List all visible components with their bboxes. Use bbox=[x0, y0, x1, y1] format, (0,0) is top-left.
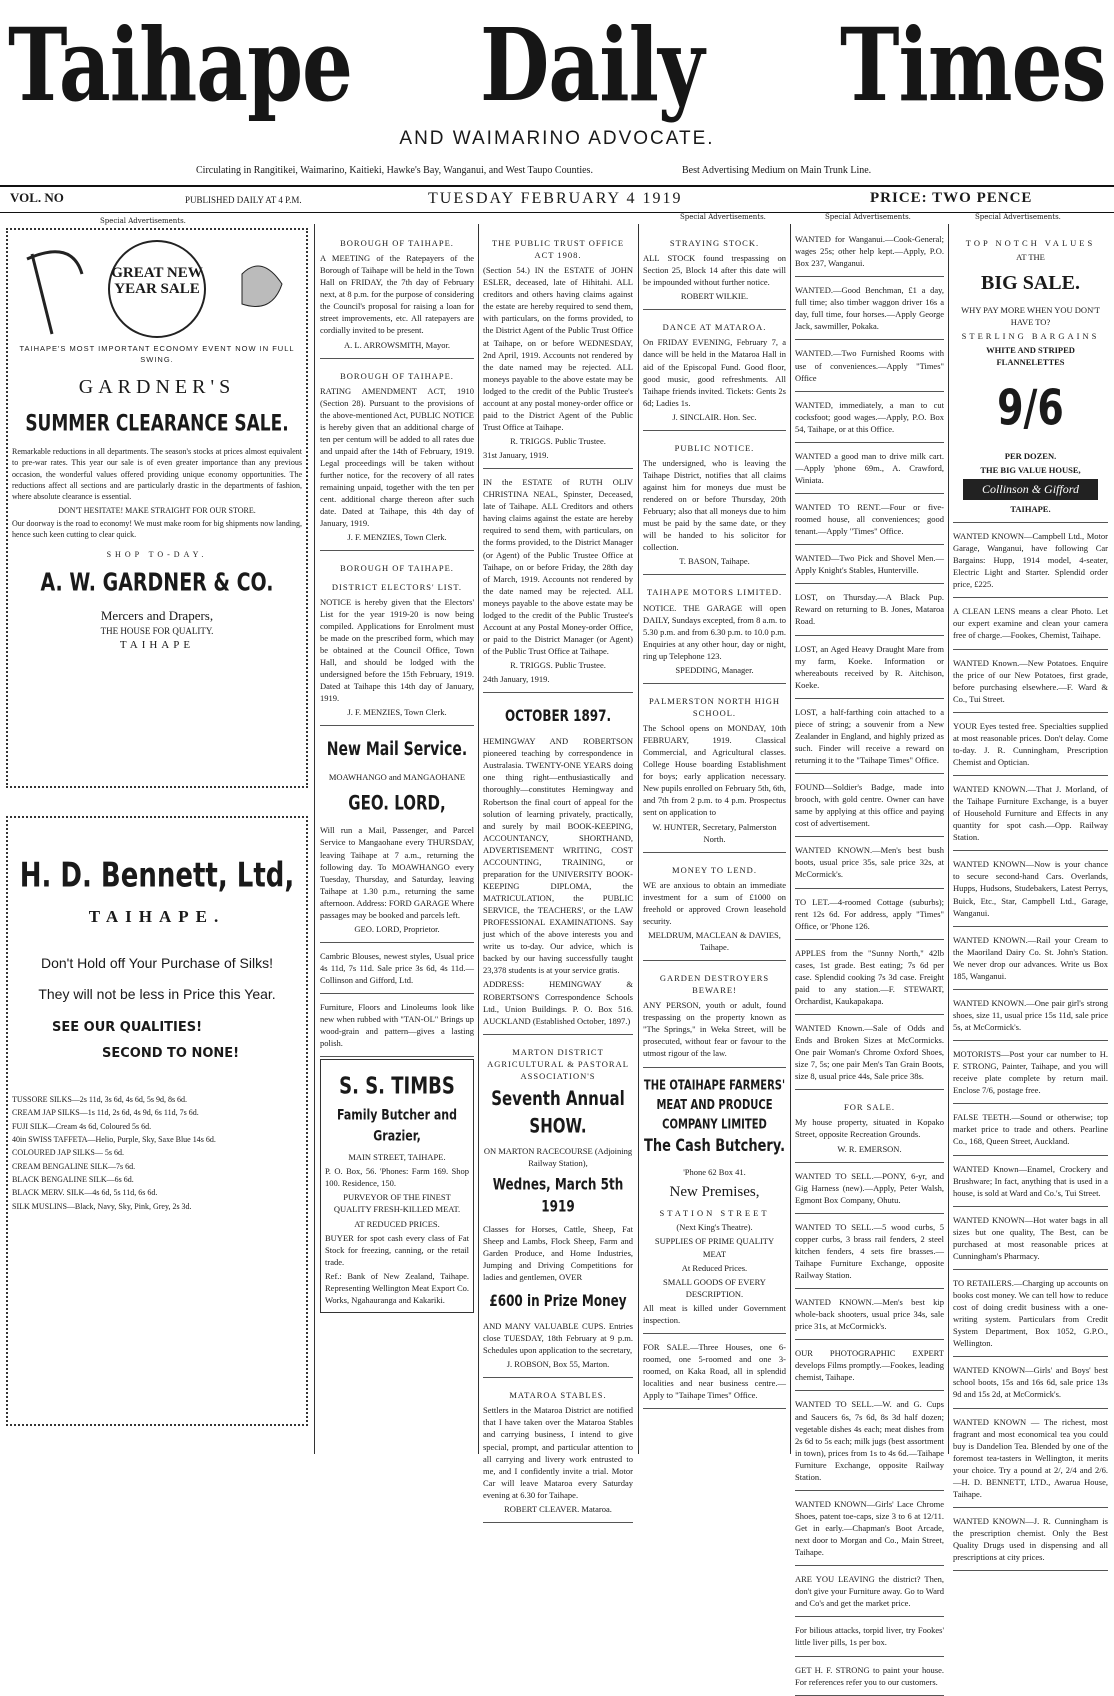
masthead-word-daily: Daily bbox=[480, 6, 704, 124]
special-ads-label-3: Special Advertisements. bbox=[825, 213, 911, 221]
classified-ad bbox=[953, 1359, 1108, 1408]
list-item: WANTED for Wanganui.—Cook-General; wages 25s; other help kept.—Apply, P.O. Box 237, Wanganui. bbox=[795, 234, 944, 269]
list-item: WANTED Known.—Sale of Odds and Ends and Broken Sizes at McCormicks. One pair Woman's Chrome Oxford Shoes, size 7, 5s; one pair Men's Tan Grain Boots, size 8, usual price 44s, Sale price 38s. bbox=[795, 1023, 944, 1082]
ad-electors-list bbox=[320, 553, 474, 726]
bennett-town: TAIHAPE. bbox=[88, 906, 226, 926]
heading: MONEY TO LEND. bbox=[672, 864, 757, 875]
column-rule bbox=[790, 224, 791, 1454]
body-text: My house property, situated in Kopako Street, opposite Recreation Grounds. bbox=[795, 1117, 944, 1140]
price-figure: 9/6 bbox=[997, 378, 1064, 437]
list-item: WANTED KNOWN—J. R. Cunningham is the prescription chemist. Only the Best Quality Drugs used in dispensing and all prescriptions at city prices. bbox=[953, 1515, 1108, 1563]
classified-ad bbox=[795, 1659, 944, 1696]
list-item: WANTED KNOWN.—One pair girl's strong shoes, size 11, usual price 15s 11d, sale price 5s, at McCormick's. bbox=[953, 997, 1108, 1032]
classified-ad bbox=[795, 1291, 944, 1340]
list-item: CREAM JAP SILKS—1s 11d, 2s 6d, 4s 9d, 6s 11d, 7s 6d. bbox=[12, 1108, 199, 1118]
body-text: HEMINGWAY AND ROBERTSON pioneered teaching by correspondence in Australasia. TWENTY-ONE YEARS doing one thing right—enthusiastically and thoroughly—constitutes Hemingway and Robertson the final court of appeal for the solution of learning privately, practically, and surely by mail BOOK-KEEPING, ACCOUNTANCY, SHORTHAND, ADVERTISEMENT WRITING, COST ACCOUNTING, TRAINING, or preparation for the UNIVERSITY BOOK-KEEPING DIPLOMA, the MATRICULATION, the PUBLIC SERVICE, the TEACHERS', or the LAW PROFESSIONAL EXAMINATIONS. Say just which of the above interests you and write us to-day. Our advice, which is backed by our having successfully taught 23,378 students is at your service gratis. bbox=[483, 736, 633, 976]
list-item: WANTED—Two Pick and Shovel Men.—Apply Knight's Stables, Hunterville. bbox=[795, 553, 944, 576]
body-text: RATING AMENDMENT ACT, 1910 (Section 28). Pursuant to the provisions of the above-mentioned Act, PUBLIC NOTICE is hereby given that an additional charge of ten per centum will be added to all rates due and unpaid after the 14th of February, 1919. Legal proceedings will be taken without further notice, for the recovery of all rates remaining unpaid, together with the ten per cent. additional charge thereon after such date. Dated at Taihape, this 4th day of January, 1919. bbox=[320, 385, 474, 529]
classified-ad bbox=[795, 547, 944, 584]
list-item: ARE YOU LEAVING the district? Then, don't give your Furniture away. Go to Ward and Co's and get the market price. bbox=[795, 1574, 944, 1609]
classified-ad bbox=[795, 228, 944, 277]
list-item: WANTED.—Good Benchman, £1 a day, full time; also timber waggon driver 16s a day, full time, four horses.—Apply George Jack, sawmiller, Pokaka. bbox=[795, 285, 944, 332]
town: TAIHAPE. bbox=[1010, 503, 1051, 514]
classified-ad bbox=[795, 638, 944, 699]
collinson-logo: Collinson & Gifford bbox=[963, 479, 1098, 500]
mercers-drapers: Mercers and Drapers, bbox=[100, 608, 214, 623]
signature: W. R. EMERSON. bbox=[837, 1143, 902, 1154]
heading: S. S. TIMBS bbox=[339, 1073, 455, 1101]
classified-ad bbox=[795, 701, 944, 774]
list-item: APPLES from the "Sunny North," 42lb cases, 1st grade. Best eating; 7s 6d per case. Splendid cooking 7s 3d case. Freight paid to any station.—F. STEWART, Orchardist, Kaukapakapa. bbox=[795, 947, 944, 1006]
masthead bbox=[0, 0, 1114, 220]
body-text: THE BIG VALUE HOUSE, bbox=[980, 464, 1081, 475]
list-item: WANTED KNOWN.—That J. Morland, of the Taihape Furniture Exchange, is a buyer of Household Furniture and Effects in any quantity for spot cash.—Opp. Railway Station. bbox=[953, 784, 1108, 843]
list-item: FALSE TEETH.—Sound or otherwise; top market price to trade and others. Pearline Co., 168, Queen Street, Auckland. bbox=[953, 1112, 1108, 1147]
list-item: WANTED KNOWN—Campbell Ltd., Motor Garage, Wanganui, have following Car Bargains: Hupp, 1914 model, 4-seater, Electric Light and Starter. Splendid order price, £225. bbox=[953, 531, 1108, 590]
classified-ad bbox=[795, 839, 944, 888]
date: 24th January, 1919. bbox=[483, 674, 550, 685]
heading: BOROUGH OF TAIHAPE. bbox=[340, 238, 454, 248]
column-1 bbox=[6, 228, 308, 1452]
published-note: PUBLISHED DAILY AT 4 P.M. bbox=[185, 195, 302, 205]
list-item: WANTED KNOWN — The richest, most fragrant and most economical tea you could buy is Dandelion Tea. Blended by one of the foremost tea-tasters in Wellington, it merits your choice. Try a pound at 2/, 2/4 and 2/6.—H. D. BENNETT, LTD., Awarua House, Taihape. bbox=[953, 1416, 1108, 1499]
ad-marton-show bbox=[483, 1037, 633, 1379]
list-item: FUJI SILK—Cream 4s 6d, Coloured 5s 6d. bbox=[12, 1121, 152, 1131]
heading: TAIHAPE MOTORS LIMITED. bbox=[646, 587, 783, 598]
column-2 bbox=[320, 228, 474, 1452]
body-text: IN the ESTATE of RUTH OLIV CHRISTINA NEAL, Spinster, Deceased, late of Taihape. ALL Creditors and others having claims against the estate are hereby required to send them, with particulars, on the forms provided, to the District Manager (or Agent) of the Public Trustee Office at Taihape, on or before Friday, the 28th day of March, 1919. Accounts not rendered by the date named may be rejected. ALL moneys payable to the above estate may be lodged to the credit of the Public Trustee's Account at any Postal Money-order Office, or paid to the District Manager (or Agent) of the Public Trust Office at Taihape. bbox=[483, 477, 633, 656]
column-rule bbox=[314, 224, 315, 1454]
list-item: For bilious attacks, torpid liver, try Fookes' little liver pills, 1s per box. bbox=[795, 1625, 944, 1648]
list-item: GET H. F. STRONG to paint your house. For references refer you to our customers. bbox=[795, 1664, 944, 1687]
ad-mataroa-stables bbox=[483, 1380, 633, 1523]
signature: R. TRIGGS. Public Trustee. bbox=[510, 436, 606, 446]
classified-ad bbox=[795, 1568, 944, 1617]
address: STATION STREET bbox=[659, 1208, 770, 1219]
classified-ad bbox=[795, 1017, 944, 1090]
classified-ad bbox=[795, 776, 944, 837]
classified-ad bbox=[795, 586, 944, 635]
classified-ad bbox=[953, 652, 1108, 713]
ad-cash-butchery bbox=[643, 1070, 786, 1334]
body-text: The undersigned, who is leaving the Taihape District, notifies that all claims against him for moneys due must be rendered on or before Thursday, 20th February; also that all moneys due to him must be paid by the same date, or they will be handed to his solicitor for collection. bbox=[643, 457, 786, 553]
economy-event: TAIHAPE'S MOST IMPORTANT ECONOMY EVENT NOW IN FULL SWING. bbox=[19, 344, 295, 364]
list-item: TUSSORE SILKS—2s 11d, 3s 6d, 4s 6d, 5s 9d, 8s 6d. bbox=[12, 1094, 188, 1104]
ad-collinson-gifford bbox=[953, 228, 1108, 523]
column-rule bbox=[948, 224, 949, 1454]
body-text: AT THE bbox=[1016, 252, 1045, 263]
ad-for-sale-houses bbox=[643, 1336, 786, 1409]
heading: THE OTAIHAPE FARMERS' MEAT AND PRODUCE COMPANY LIMITED bbox=[643, 1078, 786, 1132]
body-text: AT REDUCED PRICES. bbox=[354, 1218, 440, 1229]
sale-illustration bbox=[12, 234, 302, 344]
body-text: All meat is killed under Government inspection. bbox=[643, 1302, 786, 1325]
body-text: Will run a Mail, Passenger, and Parcel Service to Mangaohane every THURSDAY, leaving Taihape at 7 a.m., returning the following day. To MOAWHANGO every Tuesday, Thursday, and Saturday, leaving Taihape at 1.30 p.m., returning the same afternoon. Address: FORD GARAGE Where passages may be booked and parcels left. bbox=[320, 825, 474, 920]
signature: ROBERT WILKIE. bbox=[680, 291, 749, 302]
heading: GARDEN DESTROYERS BEWARE! bbox=[659, 973, 770, 996]
gardner-body: Remarkable reductions in all departments. The season's stocks at prices almost equivalent to pre-war rates. This year our sale is of even greater importance than any previous occasion, the wonderful values offered providing unique economy opportunities. The reductions affect all sections and are particularly drastic in the departments of fashion, where absolute clearance is essential. bbox=[12, 446, 302, 502]
classified-ad bbox=[795, 496, 944, 545]
column-3 bbox=[483, 228, 633, 1514]
signature: MELDRUM, MACLEAN & DAVIES, Taihape. bbox=[648, 929, 781, 952]
list-item: CREAM BENGALINE SILK—7s 6d. bbox=[12, 1161, 136, 1171]
body-text: (Section 54.) IN the ESTATE of JOHN ESLER, deceased, late of Hihitahi. ALL creditors and others having claims against the estate are hereby required to send them, with particulars, on the forms provided, to the District Agent of the Public Trust Office at Taihape, on or before WEDNESDAY, 2nd April, 1919. Accounts not rendered by the date named may be rejected. ALL moneys payable to the above estate may be lodged to the credit of the Public Trustee's account at any postal money-order office or paid to the District Agent of the Public Trust Office at Taihape. bbox=[483, 265, 633, 432]
ad-high-school bbox=[643, 686, 786, 853]
ad-neal-estate bbox=[483, 471, 633, 693]
cash-butchery: The Cash Butchery. bbox=[643, 1136, 786, 1156]
body-text: Settlers in the Mataroa District are notified that I have taken over the Mataroa Stables and carrying business, I intend to give special, prompt, and particular attention to all carrying and livery work entrusted to me, and I confidently invite a trial. Motor Car will leave Mataroa every Saturday evening at 6.30 for Taihape. bbox=[483, 1405, 633, 1500]
heading: STRAYING STOCK. bbox=[669, 238, 760, 248]
show-date: Wednes, March 5th 1919 bbox=[492, 1174, 624, 1216]
signature: W. HUNTER, Secretary, Palmerston North. bbox=[652, 821, 777, 844]
classified-ad bbox=[953, 853, 1108, 926]
body-text: SMALL GOODS OF EVERY DESCRIPTION. bbox=[663, 1276, 766, 1299]
dateline-rule bbox=[0, 212, 1114, 213]
see-qualities: SEE OUR QUALITIES! bbox=[52, 1020, 203, 1036]
gardner-firm: A. W. GARDNER & CO. bbox=[40, 568, 274, 598]
list-item: WANTED KNOWN—Girls' Lace Chrome Shoes, patent toe-caps, size 3 to 6 at 12/11. Get in early.—Chapman's Boot Arcade, next door to Morgan and Co., Main Street, Taihape. bbox=[795, 1498, 944, 1558]
issue-date: TUESDAY FEBRUARY 4 1919 bbox=[428, 190, 683, 207]
prize-money: £600 in Prize Money bbox=[489, 1291, 627, 1310]
list-item: LOST, on Thursday.—A Black Pup. Reward on returning to B. Jones, Mataroa Road. bbox=[795, 592, 944, 627]
special-ads-label-2: Special Advertisements. bbox=[680, 213, 766, 221]
house-quality: THE HOUSE FOR QUALITY. bbox=[100, 626, 214, 637]
classified-ad bbox=[795, 1493, 944, 1566]
gardners-title: GARDNER'S bbox=[78, 376, 236, 399]
not-less-in-price: They will not be less in Price this Year. bbox=[38, 986, 276, 1003]
list-item: 40in SWISS TAFFETA—Helio, Purple, Sky, Saxe Blue 14s 6d. bbox=[12, 1135, 216, 1145]
body-text: WHITE AND STRIPED FLANNELETTES bbox=[986, 344, 1075, 367]
ad-hemingway bbox=[483, 695, 633, 1035]
body-text: AND MANY VALUABLE CUPS. Entries close TUESDAY, 18th February at 9 p.m. Schedules upon application to the secretary, bbox=[483, 1321, 633, 1356]
body-text: NOTICE. THE GARAGE will open DAILY, Sundays excepted, from 8 a.m. to 5.30 p.m. and from 6.30 p.m. to 10.0 p.m. Enquiries at any other hour, day or night, ring up Telephone 123. bbox=[643, 602, 786, 661]
subheading: DISTRICT ELECTORS' LIST. bbox=[331, 581, 463, 592]
ad-garden-destroyers bbox=[643, 963, 786, 1067]
classified-ad bbox=[953, 778, 1108, 851]
classified-ad bbox=[795, 1393, 944, 1490]
ad-rating-act bbox=[320, 361, 474, 552]
second-to-none: SECOND TO NONE! bbox=[102, 1046, 240, 1062]
ad-dance bbox=[643, 312, 786, 431]
column-rule bbox=[638, 224, 639, 1454]
ad-money-to-lend bbox=[643, 855, 786, 961]
list-item: WANTED TO RENT.—Four or five-roomed house, all conveniences; good tenant.—Apply "Times" Office. bbox=[795, 502, 944, 537]
gardner-ad bbox=[6, 228, 308, 788]
ad-timbs bbox=[320, 1059, 474, 1313]
column-5 bbox=[795, 228, 944, 1687]
body-text: NOTICE is hereby given that the Electors' List for the year 1919-20 is now being compiled. Applications for Enrolment must be made on the prescribed form, which may be obtained at the Council Office, Town Hall, and should be lodged with the undersigned before the 15th February, 1919. Dated at Taihape this 14th day of January, 1919. bbox=[320, 596, 474, 704]
body-text: WE are anxious to obtain an immediate investment for a sum of £1000 on freehold or approved Crown leasehold security. bbox=[643, 879, 786, 926]
classified-ad bbox=[795, 1165, 944, 1214]
contact: P. O. Box, 56. 'Phones: Farm 169. Shop 100. Residence, 150. bbox=[325, 1166, 469, 1189]
list-item: WANTED KNOWN.—Men's best bush boots, usual price 35s, sale price 32s, at McCormick's. bbox=[795, 845, 944, 880]
new-premises: New Premises, bbox=[669, 1184, 760, 1201]
heading: PUBLIC NOTICE. bbox=[674, 442, 755, 453]
dont-hold-off: Don't Hold off Your Purchase of Silks! bbox=[41, 955, 273, 972]
signature: A. L. ARROWSMITH, Mayor. bbox=[343, 339, 450, 350]
classified-ad bbox=[953, 1043, 1108, 1104]
signature: J. ROBSON, Box 55, Marton. bbox=[506, 1359, 610, 1370]
heading: MATAROA STABLES. bbox=[509, 1390, 607, 1401]
ad-taihape-motors bbox=[643, 577, 786, 683]
classified-ad bbox=[953, 929, 1108, 990]
big-sale: BIG SALE. bbox=[981, 272, 1080, 295]
volume: VOL. NO bbox=[10, 190, 64, 205]
body-text: On FRIDAY EVENING, February 7, a dance will be held in the Mataroa Hall in aid of the Episcopal Fund. Good floor, good music, good refreshments. All Taihape friends invited. Tickets: Gents 2s 6d; Ladies 1s. bbox=[643, 337, 786, 408]
body-text: Cambric Blouses, newest styles, Usual price 4s 11d, 7s 11d. Sale price 3s 6d, 4s 11d.—Collinson and Gifford, Ltd. bbox=[320, 950, 474, 986]
body-text: ANY PERSON, youth or adult, found trespassing on the property known as "The Springs," in Weka Street, will be prosecuted, without fear or favour to the utmost rigour of the law. bbox=[643, 1000, 786, 1059]
list-item: A CLEAN LENS means a clear Photo. Let our expert examine and clean your camera free of charge.—Fookes, Chemist, Taihape. bbox=[953, 606, 1108, 641]
body-text: Classes for Horses, Cattle, Sheep, Fat Sheep and Lambs, Flock Sheep, Farm and Garden Produce, and Home Industries, Jumping and Driving Competitions for ladies and gentlemen, OVER bbox=[483, 1223, 633, 1282]
classified-ad bbox=[795, 342, 944, 391]
bennett-name: H. D. Bennett, Ltd, bbox=[19, 856, 295, 896]
ad-for-sale-property bbox=[795, 1092, 944, 1162]
classified-ad bbox=[795, 279, 944, 340]
body-text: ALL STOCK found trespassing on Section 25, Block 14 after this date will be impounded without further notice. bbox=[643, 253, 786, 288]
ad-esler-estate bbox=[483, 228, 633, 469]
list-item: YOUR Eyes tested free. Specialties supplied at most reasonable prices. Don't delay. Come to-day. J. R. Cunningham, Prescription Chemist and Optician. bbox=[953, 720, 1108, 767]
signature: J. SINCLAIR. Hon. Sec. bbox=[672, 411, 757, 422]
heading: DANCE AT MATAROA. bbox=[662, 322, 767, 333]
classified-ad bbox=[795, 891, 944, 940]
show-title: Seventh Annual SHOW. bbox=[491, 1086, 625, 1138]
doorway-text: Our doorway is the road to economy! We must make room for big shipments now landing, hence such keen cutting to clear quick. bbox=[12, 518, 302, 540]
column-6 bbox=[953, 228, 1108, 1563]
classified-ad bbox=[953, 1272, 1108, 1357]
heading: BOROUGH OF TAIHAPE. bbox=[340, 370, 454, 381]
signature: T. BASON, Taihape. bbox=[679, 556, 750, 567]
body-text: SUPPLIES OF PRIME QUALITY MEAT bbox=[654, 1236, 775, 1259]
heading: THE PUBLIC TRUST OFFICE ACT 1908. bbox=[491, 238, 625, 261]
top-rule bbox=[0, 185, 1114, 187]
ad-mail-service bbox=[320, 728, 474, 943]
classified-ad bbox=[953, 525, 1108, 598]
list-item: MOTORISTS—Post your car number to H. F. STRONG, Painter, Taihape, and you will receive plate complete by return mail. Enclose 7/6, postage free. bbox=[953, 1049, 1108, 1096]
special-ads-label-4: Special Advertisements. bbox=[975, 213, 1061, 221]
classified-ad bbox=[953, 600, 1108, 649]
list-item: COLOURED JAP SILKS— 5s 6d. bbox=[12, 1148, 124, 1158]
list-item: WANTED.—Two Furnished Rooms with use of conveniences.—Apply "Times" Office bbox=[795, 348, 944, 383]
contact: 'Phone 62 Box 41. bbox=[683, 1166, 746, 1177]
signature: J. F. MENZIES, Town Clerk. bbox=[347, 707, 447, 718]
list-item: WANTED TO SELL.—PONY, 6-yr, and Gig Harness (new).—Apply, Peter Walsh, Egmont Box Company, Ohutu. bbox=[795, 1170, 944, 1205]
list-item: WANTED a good man to drive milk cart.—Apply 'phone 69m., A. Crawford, Winiata. bbox=[795, 450, 944, 485]
body-text: The School opens on MONDAY, 10th FEBRUARY, 1919. Classical Commercial, and Agricultural classes. College House boarding Establishment for boys; early application necessary. New pupils enrolled on February 5th, 6th, and 7th from 2 p.m. to 4 p.m. Prospectus sent on application to bbox=[643, 723, 786, 818]
heading: OCTOBER 1897. bbox=[504, 706, 612, 726]
gardner-town: TAIHAPE bbox=[119, 639, 195, 652]
list-item: BLACK BENGALINE SILK—6s 6d. bbox=[12, 1175, 134, 1185]
classified-ad bbox=[795, 1216, 944, 1289]
list-item: WANTED, immediately, a man to cut cocksfoot; good wages.—Apply, P.O. Box 54, Taihape, or at this Office. bbox=[795, 399, 944, 434]
list-item: WANTED KNOWN—Girls' and Boys' best school boots, 15s and 16s 6d, sale price 13s 9d and 15s 2d, at McCormick's. bbox=[953, 1365, 1108, 1400]
heading: PALMERSTON NORTH HIGH SCHOOL. bbox=[648, 695, 780, 718]
list-item: OUR PHOTOGRAPHIC EXPERT develops Films promptly.—Fookes, leading chemist, Taihape. bbox=[795, 1348, 944, 1383]
masthead-subtitle: AND WAIMARINO ADVOCATE. bbox=[399, 128, 715, 149]
address-note: (Next King's Theatre). bbox=[676, 1222, 753, 1233]
list-item: LOST, a half-farthing coin attached to a piece of string; a souvenir from a New Zealander in England, and highly prized as such. Finder will receive a reward on returning it to the "Taihape Times" Office. bbox=[795, 706, 944, 765]
classified-ad bbox=[953, 1209, 1108, 1270]
body-text: FOR SALE.—Three Houses, one 6-roomed, one 5-roomed and one 3-roomed, on Kaka Road, all in splendid localities and near business centre.—Apply to "Taihape Times" Office. bbox=[643, 1341, 786, 1401]
list-item: TO RETAILERS.—Charging up accounts on books cost money. We can tell how to reduce cost of doing credit business with a one-writing system. Particulars from Credit System Department, Box 1052, G.P.O., Wellington. bbox=[953, 1277, 1108, 1349]
heading: FOR SALE. bbox=[843, 1102, 896, 1113]
classified-ad bbox=[795, 942, 944, 1015]
list-item: WANTED Known—Enamel, Crockery and Brushware; In fact, anything that is used in a house, is sold at Ward and Co.'s, Tui Street. bbox=[953, 1163, 1108, 1198]
classified-ad bbox=[953, 1106, 1108, 1155]
column-rule bbox=[478, 224, 479, 1454]
ad-tanol bbox=[320, 996, 474, 1057]
list-item: WANTED KNOWN.—Men's best kip whole-back shooters, usual price 34s, sale price 31s, at McCormick's. bbox=[795, 1297, 944, 1332]
list-item: WANTED TO SELL.—W. and G. Cups and Saucers 6s, 7s 6d, 8s 3d half dozen; vegetable dishes 4s each; meat dishes from 2s 6d to 5s each; milk jugs (best assortment in town), prices from 1s to 4s 6d.—Taihape Furniture Exchange, opposite Railway Station. bbox=[795, 1399, 944, 1482]
list-item: WANTED Known.—New Potatoes. Enquire the price of our New Potatoes, first grade, before purchasing elsewhere.—F. Ward & Co., Tui Street. bbox=[953, 657, 1108, 704]
classified-ad bbox=[953, 1158, 1108, 1207]
classified-ad bbox=[795, 445, 944, 494]
list-item: WANTED KNOWN—Now is your chance to secure second-hand Cars. Overlands, Hupps, Hudsons, Studebakers, Latest Perrys, Buick, Etc., Star, Campbell Ltd., Garage, Wanganui. bbox=[953, 859, 1108, 918]
list-item: FOUND—Soldier's Badge, made into brooch, with gold centre. Owner can have same by applying at this office and paying cost of advertisement. bbox=[795, 782, 944, 829]
dont-hesitate: DON'T HESITATE! MAKE STRAIGHT FOR OUR STORE. bbox=[58, 505, 256, 515]
body-text: PURVEYOR OF THE FINEST QUALITY FRESH-KILLED MEAT. bbox=[333, 1192, 461, 1215]
route: MOAWHANGO and MANGAOHANE bbox=[328, 772, 466, 783]
body-text: A MEETING of the Ratepayers of the Borough of Taihape will be held in the Town Hall on FRIDAY, the 7th day of February next, at 8 p.m. for the purpose of considering the Council's proposal for raising a loan for street improvements, etc. All ratepayers are cordially invited to be present. bbox=[320, 253, 474, 336]
proprietor-name: GEO. LORD, bbox=[348, 791, 446, 815]
ad-borough-meeting bbox=[320, 228, 474, 359]
list-item: LOST, an Aged Heavy Draught Mare from my farm, Koeke. Information or whereabouts received by R. Aitchison, Koeke. bbox=[795, 643, 944, 690]
heading: MARTON DISTRICT AGRICULTURAL & PASTORAL ASSOCIATION'S bbox=[487, 1046, 629, 1081]
classified-ad bbox=[953, 1510, 1108, 1571]
masthead-word-taihape: Taihape bbox=[8, 6, 352, 124]
body-text: BUYER for spot cash every class of Fat Stock for freezing, canning, or the retail trade. bbox=[325, 1232, 469, 1267]
list-item: WANTED KNOWN—Hot water bags in all sizes but one quality, The Best, can be purchased at most reasonable prices at Cunningham's Pharmacy. bbox=[953, 1214, 1108, 1261]
date: 31st January, 1919. bbox=[483, 450, 549, 461]
body-text: STERLING BARGAINS bbox=[961, 330, 1100, 341]
subheading: Family Butcher and Grazier, bbox=[337, 1106, 457, 1144]
bennett-ad bbox=[6, 816, 308, 1426]
classified-ad bbox=[953, 1411, 1108, 1508]
list-item: TO LET.—4-roomed Cottage (suburbs); rent 12s 6d. For address, apply "Times" Office, or 'Phone 126. bbox=[795, 896, 944, 931]
masthead-word-times: Times bbox=[840, 6, 1106, 124]
list-item: WANTED TO SELL.—5 wood curbs, 5 copper curbs, 3 brass rail fenders, 2 steel kitchen fenders, 4 sets fire brasses.—Taihape Furniture Exchange, opposite Railway Station. bbox=[795, 1221, 944, 1280]
body-text: WHY PAY MORE WHEN YOU DON'T HAVE TO? bbox=[961, 304, 1100, 327]
classified-ad bbox=[953, 715, 1108, 776]
circulation-line: Circulating in Rangitikei, Waimarino, Kaitieki, Hawke's Bay, Wanganui, and West Taupo Counties. bbox=[196, 165, 593, 176]
shop-today: SHOP TO-DAY. bbox=[106, 549, 208, 559]
summer-clearance-sale: SUMMER CLEARANCE SALE. bbox=[25, 410, 289, 437]
special-ads-label: Special Advertisements. bbox=[100, 217, 186, 225]
heading: New Mail Service. bbox=[326, 739, 468, 761]
classified-ad bbox=[953, 992, 1108, 1041]
heading: TOP NOTCH VALUES bbox=[965, 238, 1096, 248]
classified-ad bbox=[795, 1342, 944, 1391]
best-medium-line: Best Advertising Medium on Main Trunk Line. bbox=[682, 165, 872, 176]
body-text: Ref.: Bank of New Zealand, Taihape. Representing Wellington Meat Export Co. Works, Ngahauranga and Kakariki. bbox=[325, 1270, 469, 1305]
list-item: BLACK MERV. SILK—4s 6d, 5s 11d, 6s 6d. bbox=[12, 1188, 158, 1198]
signature: J. F. MENZIES, Town Clerk. bbox=[347, 532, 447, 543]
address: ADDRESS: HEMINGWAY & ROBERTSON'S Correspondence Schools Ltd., Union Buildings. P. O. Box 516. AUCKLAND (Established October, 1897.) bbox=[483, 979, 633, 1026]
ad-blouses bbox=[320, 945, 474, 994]
great-new-year-sale: GREAT NEW YEAR SALE bbox=[111, 265, 203, 297]
column-4 bbox=[643, 228, 786, 1452]
list-item: WANTED KNOWN.—Rail your Cream to the Maoriland Dairy Co. St. John's Station. We never drop our advances. Write us Box 185, Wanganui. bbox=[953, 934, 1108, 981]
address: MAIN STREET, TAIHAPE. bbox=[348, 1152, 446, 1163]
signature: SPEDDING, Manager. bbox=[675, 664, 754, 675]
signature: GEO. LORD, Proprietor. bbox=[354, 923, 440, 934]
list-item: SILK MUSLINS—Black, Navy, Sky, Pink, Grey, 2s 3d. bbox=[12, 1201, 192, 1211]
signature: R. TRIGGS. Public Trustee. bbox=[510, 660, 606, 671]
ad-public-notice bbox=[643, 433, 786, 576]
body-text: Furniture, Floors and Linoleums look like new when rubbed with "TAN-OL" Brings up wood-grain and pattern—gives a lasting polish. bbox=[320, 1002, 474, 1049]
price: PRICE: TWO PENCE bbox=[870, 190, 1033, 206]
ad-straying-stock bbox=[643, 228, 786, 310]
signature: ROBERT CLEAVER. Mataroa. bbox=[504, 1503, 612, 1514]
classified-ad bbox=[795, 1619, 944, 1656]
venue: ON MARTON RACECOURSE (Adjoining Railway Station), bbox=[483, 1145, 633, 1168]
silk-price-list bbox=[12, 1094, 302, 1212]
body-text: At Reduced Prices. bbox=[681, 1262, 748, 1273]
body-text: PER DOZEN. bbox=[1004, 450, 1057, 461]
heading: BOROUGH OF TAIHAPE. bbox=[340, 563, 454, 574]
classified-ad bbox=[795, 394, 944, 443]
